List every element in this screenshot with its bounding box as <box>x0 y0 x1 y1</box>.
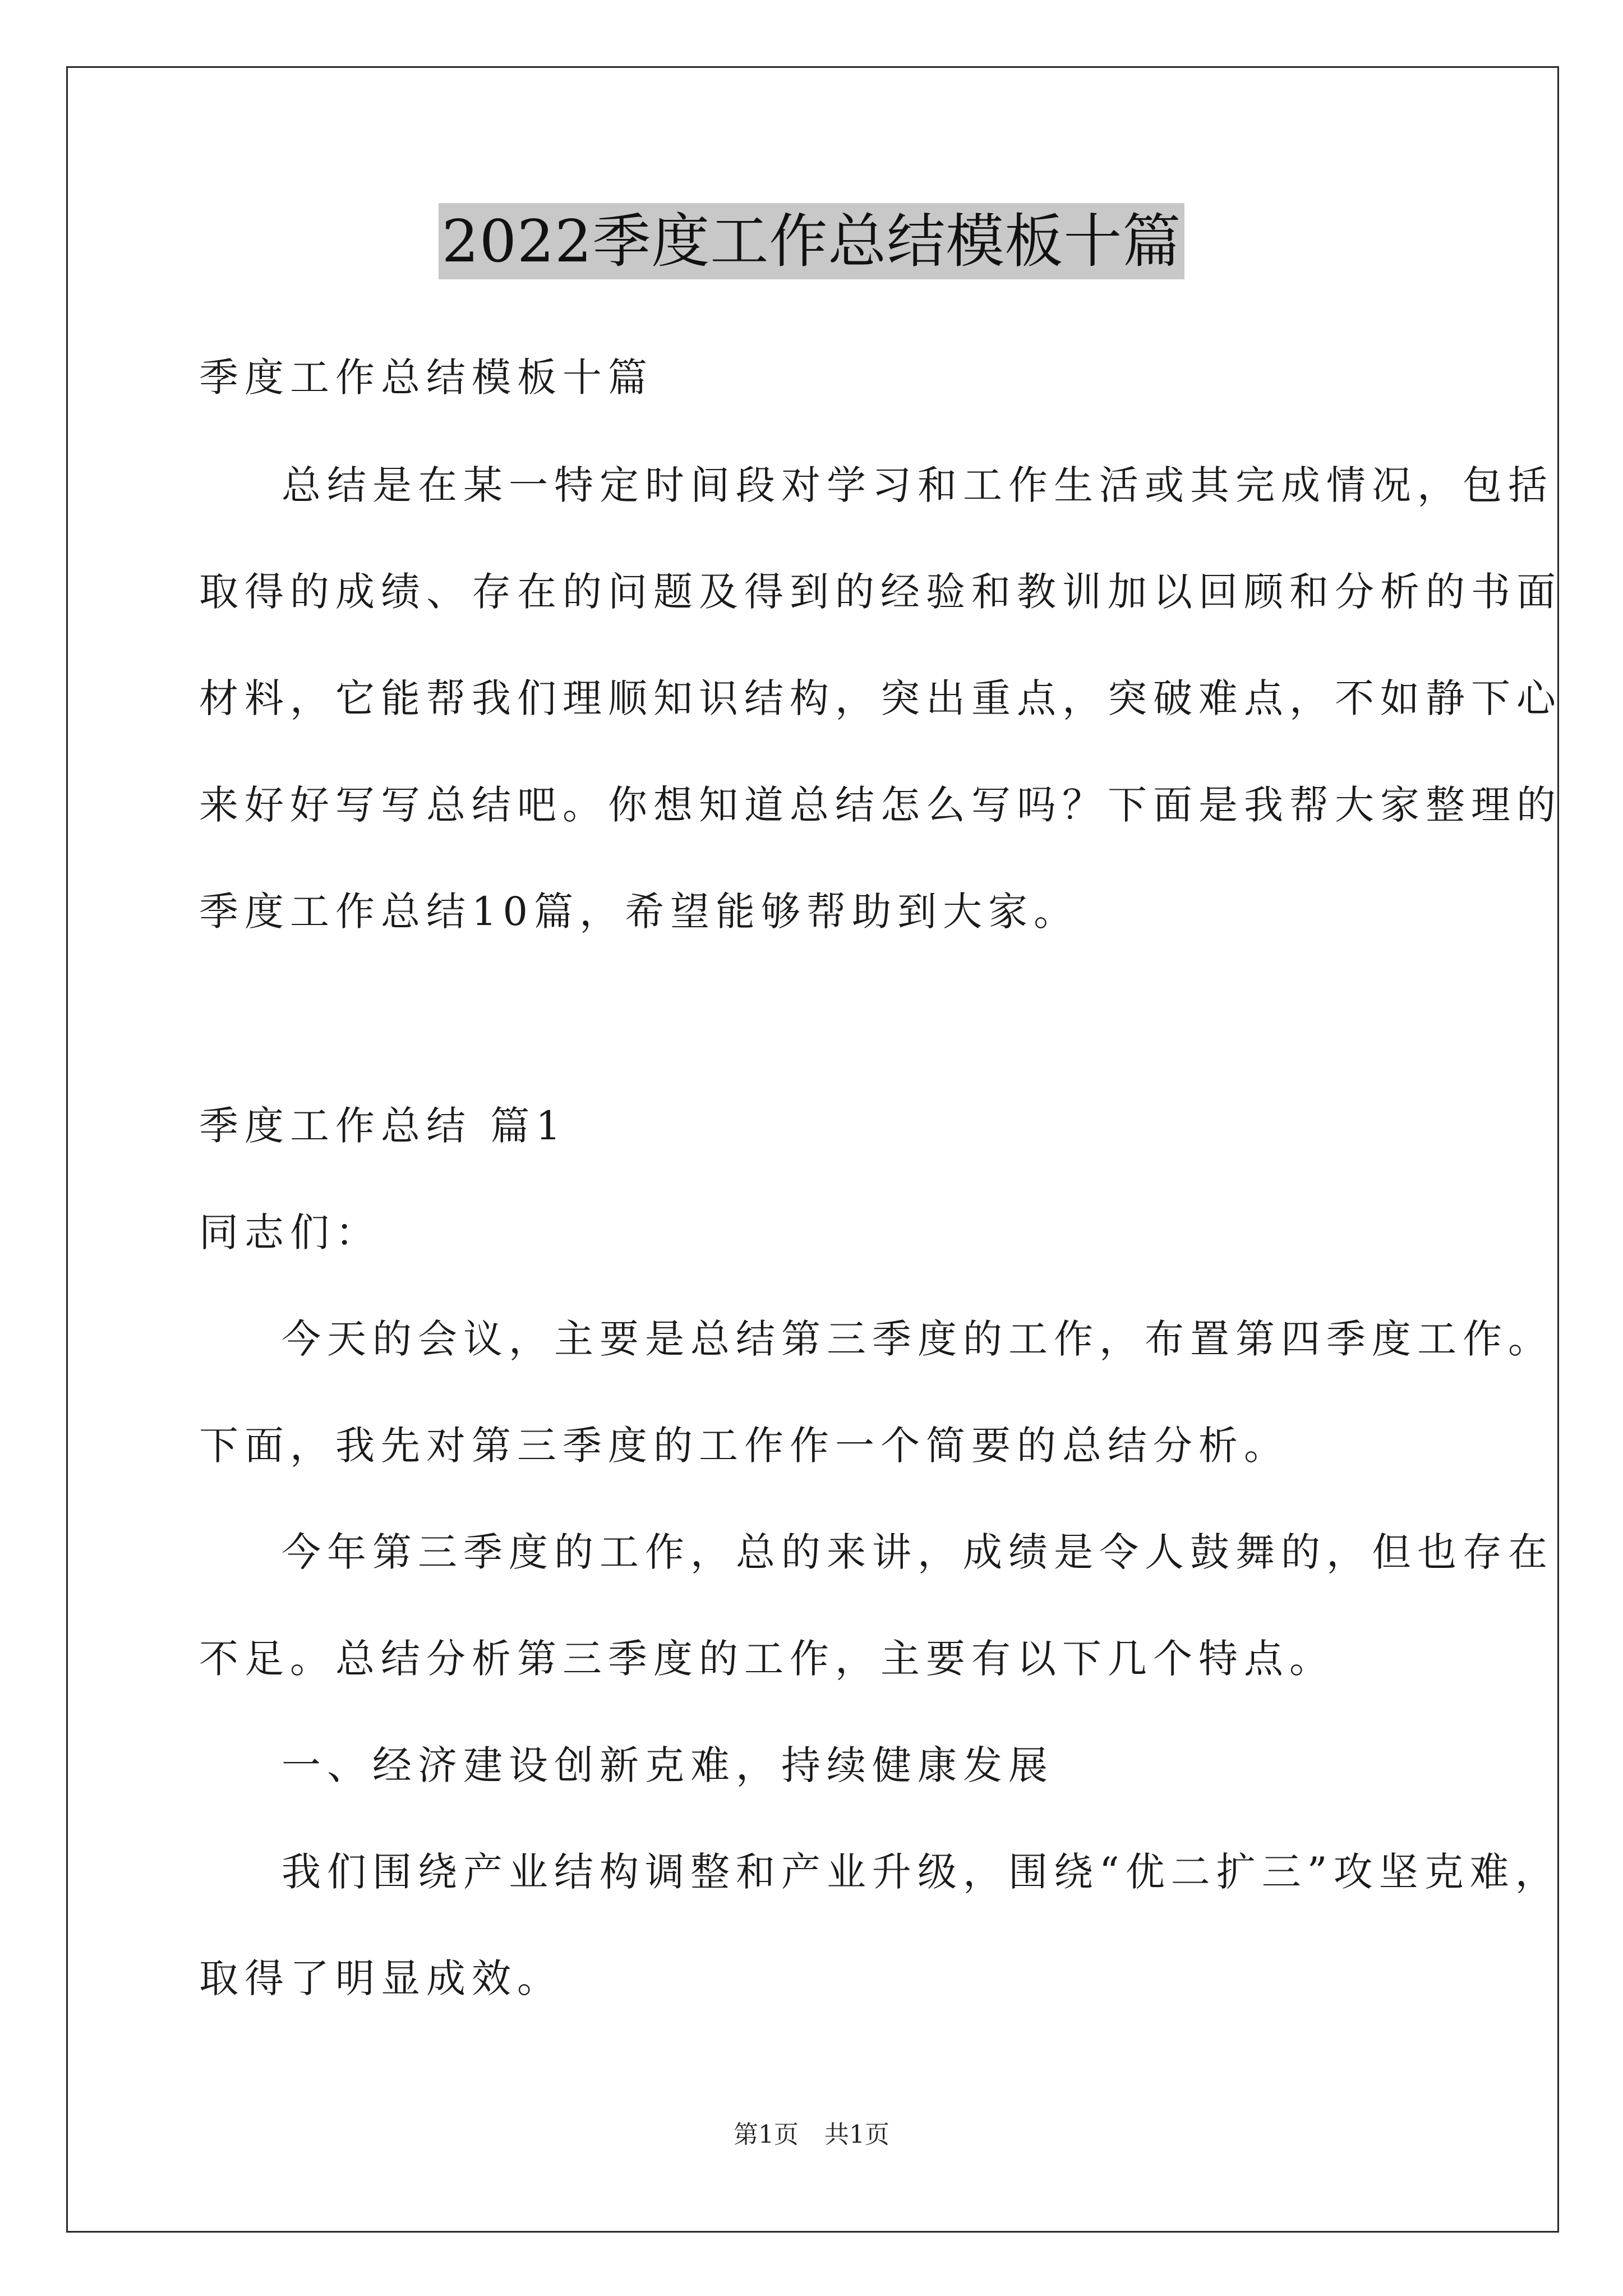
section-heading: 季度工作总结 篇1 <box>199 1103 567 1149</box>
title-container <box>0 203 1623 279</box>
body-line-2: 下面，我先对第三季度的工作作一个简要的总结分析。 <box>199 1423 1289 1469</box>
body-line-1: 今天的会议，主要是总结第三季度的工作，布置第四季度工作。 <box>282 1316 1553 1362</box>
body-line-4: 不足。总结分析第三季度的工作，主要有以下几个特点。 <box>199 1636 1335 1682</box>
page-footer <box>0 2119 1623 2151</box>
document-title: 2022季度工作总结模板十篇 <box>439 203 1185 279</box>
subtitle-line: 季度工作总结模板十篇 <box>199 355 653 401</box>
intro-line-1: 总结是在某一特定时间段对学习和工作生活或其完成情况，包括 <box>282 462 1553 508</box>
salutation-line: 同志们： <box>199 1209 381 1255</box>
intro-line-4: 来好好写写总结吧。你想知道总结怎么写吗？下面是我帮大家整理的 <box>199 782 1562 828</box>
body-line-6: 我们围绕产业结构调整和产业升级，围绕“优二扩三”攻坚克难， <box>282 1849 1561 1895</box>
body-line-7: 取得了明显成效。 <box>199 1955 562 2001</box>
intro-line-5: 季度工作总结10篇，希望能够帮助到大家。 <box>199 889 1080 935</box>
body-line-5: 一、经济建设创新克难，持续健康发展 <box>282 1742 1054 1788</box>
page-number-current: 第1页 <box>734 2120 799 2149</box>
intro-line-3: 材料，它能帮我们理顺知识结构，突出重点，突破难点，不如静下心 <box>199 675 1562 721</box>
intro-line-2: 取得的成绩、存在的问题及得到的经验和教训加以回顾和分析的书面 <box>199 569 1562 615</box>
body-line-3: 今年第三季度的工作，总的来讲，成绩是令人鼓舞的，但也存在 <box>282 1529 1553 1575</box>
page-number-total: 共1页 <box>824 2120 889 2149</box>
